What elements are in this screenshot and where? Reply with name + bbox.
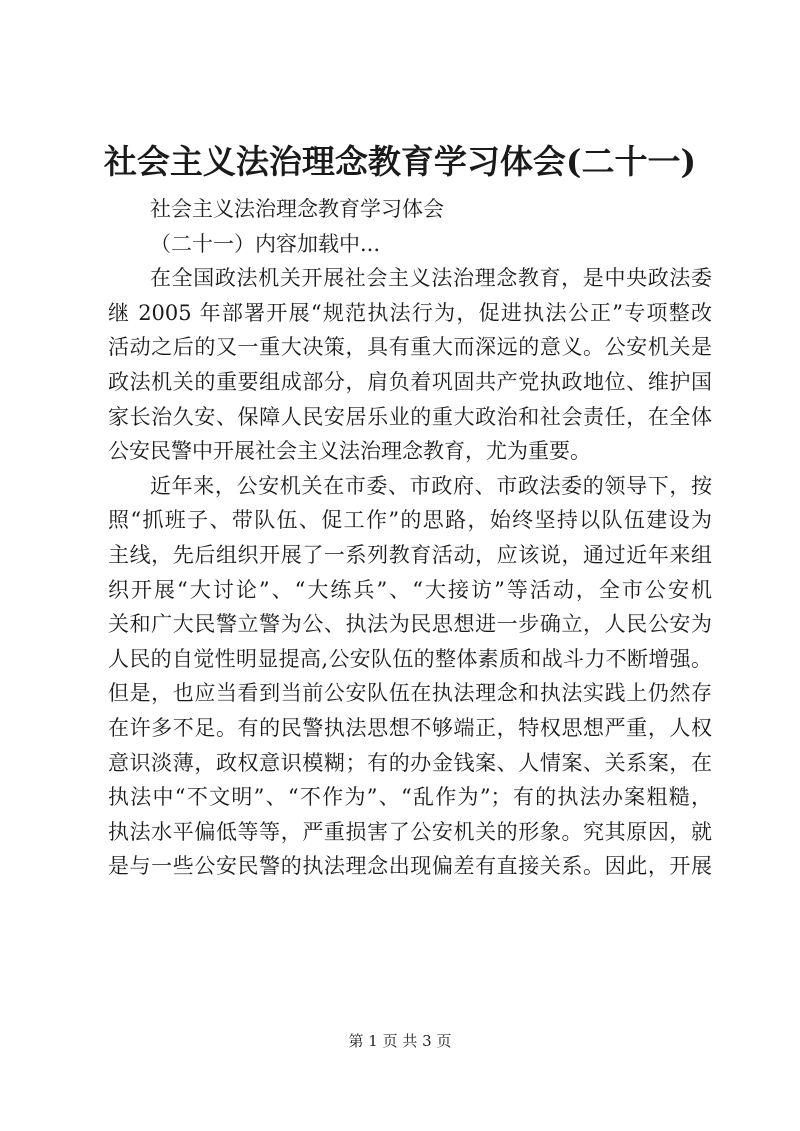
text-line: 主线，先后组织开展了一系列教育活动，应该说，通过近年来组 <box>108 542 712 567</box>
text-line: 关和广大民警立警为公、执法为民思想进一步确立，人民公安为 <box>108 612 712 637</box>
text-line: 织开展“大讨论”、“大练兵”、“大接访”等活动，全市公安机 <box>108 577 712 602</box>
text-line: 在全国政法机关开展社会主义法治理念教育，是中央政法委 <box>150 266 712 291</box>
text-line: 执法水平偏低等等，严重损害了公安机关的形象。究其原因，就 <box>108 819 712 844</box>
document-title: 社会主义法治理念教育学习体会(二十一) <box>103 142 697 181</box>
text-line: 社会主义法治理念教育学习体会 <box>150 197 444 221</box>
text-line: 执法中“不文明”、“不作为”、“乱作为”；有的执法办案粗糙， <box>108 785 712 810</box>
text-line: 活动之后的又一重大决策，具有重大而深远的意义。公安机关是 <box>108 335 712 360</box>
text-line: 家长治久安、保障人民安居乐业的重大政治和社会责任，在全体 <box>108 404 712 429</box>
text-line: 人民的自觉性明显提高,公安队伍的整体素质和战斗力不断增强。 <box>108 646 712 671</box>
text-line: 继 2005 年部署开展“规范执法行为，促进执法公正”专项整改 <box>108 300 712 325</box>
page-footer: 第 1 页 共 3 页 <box>348 1032 452 1050</box>
text-line: 在许多不足。有的民警执法思想不够端正，特权思想严重，人权 <box>108 715 712 740</box>
document-body <box>108 192 712 884</box>
text-line: 公安民警中开展社会主义法治理念教育，尤为重要。 <box>108 439 591 464</box>
text-line: 照“抓班子、带队伍、促工作”的思路，始终坚持以队伍建设为 <box>108 508 712 533</box>
text-line: 意识淡薄，政权意识模糊；有的办金钱案、人情案、关系案，在 <box>108 750 712 775</box>
text-line: 但是，也应当看到当前公安队伍在执法理念和执法实践上仍然存 <box>108 681 712 706</box>
text-line: 政法机关的重要组成部分，肩负着巩固共产党执政地位、维护国 <box>108 369 712 394</box>
text-line: （二十一）内容加载中... <box>150 231 381 256</box>
text-line: 近年来，公安机关在市委、市政府、市政法委的领导下，按 <box>150 473 712 498</box>
text-line: 是与一些公安民警的执法理念出现偏差有直接关系。因此，开展 <box>108 854 712 879</box>
